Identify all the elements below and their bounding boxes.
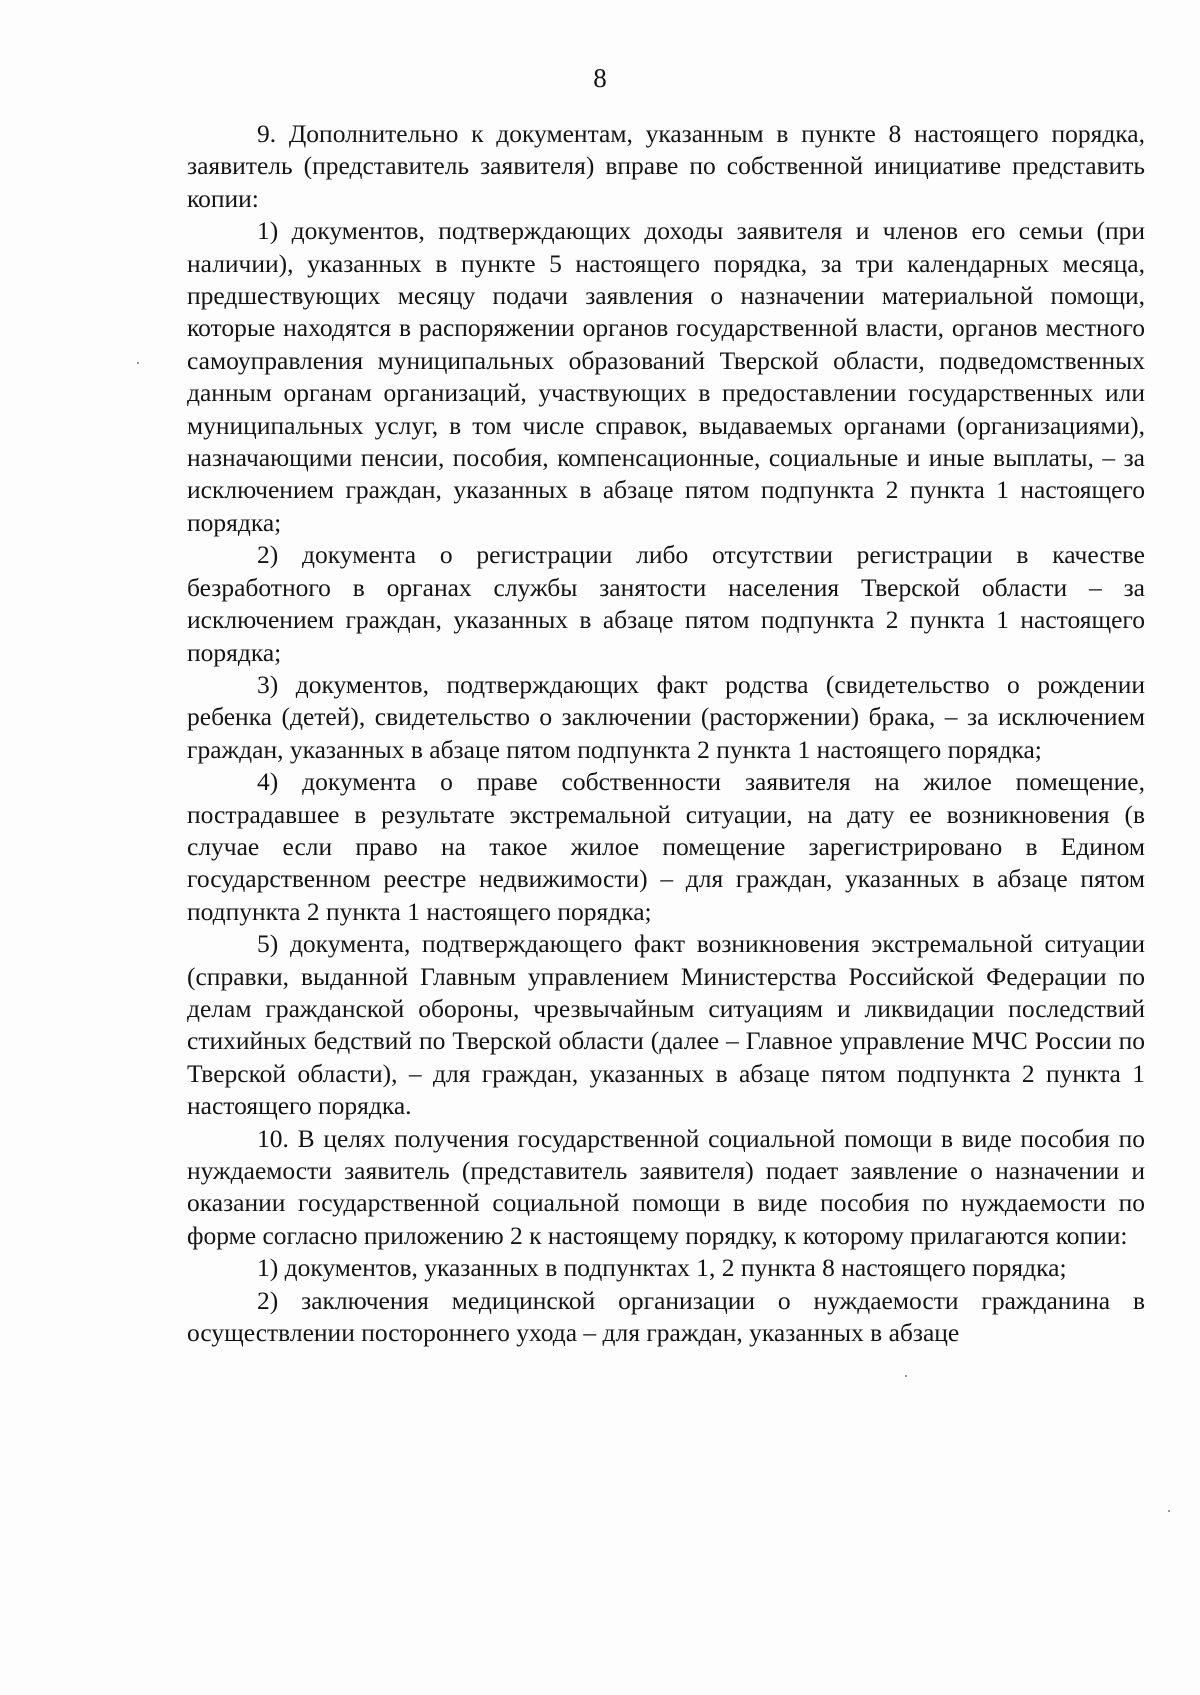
paragraph-subitem-9-5: 5) документа, подтверждающего факт возникновения экстремальной ситуации (справки, выданной Главным управлением Министерства Российской Федерации по делам гражданской обороны, чрезвычайным ситуациям и ликвидации последствий стихийных бедствий по Тверской области (далее – Главное управление МЧС России по Тверской области), – для граждан, указанных в абзаце пятом подпункта 2 пункта 1 настоящего порядка. (187, 929, 1145, 1121)
page-number: 8 (593, 63, 607, 93)
paragraph-item-9: 9. Дополнительно к документам, указанным в пункте 8 настоящего порядка, заявитель (представитель заявителя) вправе по собственной инициативе представить копии: (187, 119, 1145, 213)
paragraph-subitem-9-3: 3) документов, подтверждающих факт родства (свидетельство о рождении ребенка (детей), свидетельство о заключении (расторжении) брака, – за исключением граждан, указанных в абзаце пятом подпункта 2 пункта 1 настоящего порядка; (187, 669, 1145, 764)
scan-speck (1168, 1510, 1170, 1512)
paragraph-subitem-10-1: 1) документов, указанных в подпунктах 1, 2 пункта 8 настоящего порядка; (257, 1253, 1067, 1283)
scan-speck (905, 1375, 907, 1377)
scan-speck (137, 362, 139, 364)
paragraph-subitem-10-2: 2) заключения медицинской организации о нуждаемости гражданина в осуществлении постороннего ухода – для граждан, указанных в абзаце (187, 1285, 1145, 1348)
body-text (187, 118, 1145, 1349)
paragraph-item-10: 10. В целях получения государственной социальной помощи в виде пособия по нуждаемости заявитель (представитель заявителя) подает заявление о назначении и оказании государственной социальной помощи в виде пособия по нуждаемости по форме согласно приложению 2 к настоящему порядку, к которому прилагаются копии: (187, 1123, 1145, 1250)
paragraph-subitem-9-4: 4) документа о праве собственности заявителя на жилое помещение, пострадавшее в результате экстремальной ситуации, на дату ее возникновения (в случае если право на такое жилое помещение зарегистрировано в Едином государственном реестре недвижимости) – для граждан, указанных в абзаце пятом подпункта 2 пункта 1 настоящего порядка; (187, 767, 1145, 926)
paragraph-subitem-9-1: 1) документов, подтверждающих доходы заявителя и членов его семьи (при наличии), указанных в пункте 5 настоящего порядка, за три календарных месяца, предшествующих месяцу подачи заявления о назначении материальной помощи, которые находятся в распоряжении органов государственной власти, органов местного самоуправления муниципальных образований Тверской области, подведомственных данным органам организаций, участвующих в предоставлении государственных или муниципальных услуг, в том числе справок, выдаваемых органами (организациями), назначающими пенсии, пособия, компенсационные, социальные и иные выплаты, – за исключением граждан, указанных в абзаце пятом подпункта 2 пункта 1 настоящего порядка; (187, 216, 1145, 537)
paragraph-subitem-9-2: 2) документа о регистрации либо отсутствии регистрации в качестве безработного в органах службы занятости населения Тверской области – за исключением граждан, указанных в абзаце пятом подпункта 2 пункта 1 настоящего порядка; (187, 540, 1145, 667)
